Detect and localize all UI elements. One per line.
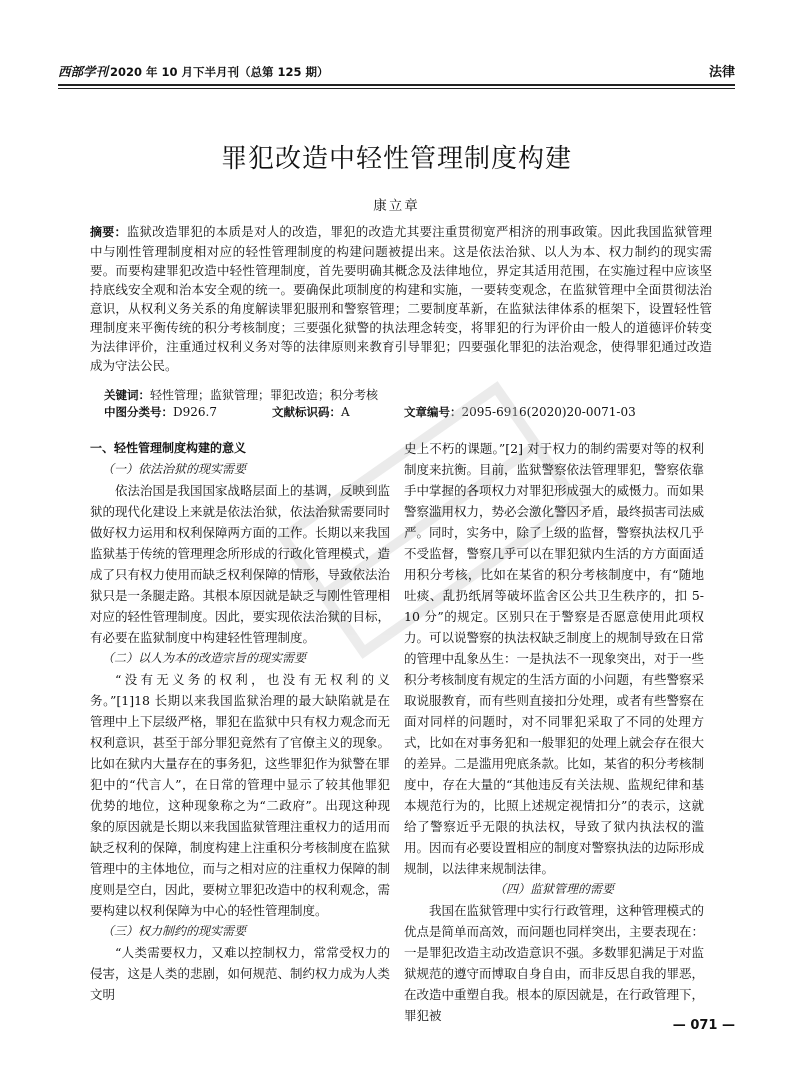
clc-number (104, 404, 217, 420)
right-column (404, 438, 704, 1026)
issue-info: 2020 年 10 月下半月刊（总第 125 期） (110, 65, 329, 79)
article-number (404, 404, 636, 420)
body-paragraph: “人类需要权力，又难以控制权力，常常受权力的侵害，这是人类的悲剧，如何规范、制约权力成为人类文明 (90, 945, 391, 1002)
body-paragraph: 史上不朽的课题。”[2] 对于权力的制约需要对等的权利制度来抗衡。目前，监狱警察依法管理罪犯，警察依靠手中掌握的各项权力对罪犯形成强大的威慑力。而如果警察滥用权力，势必会激化警囚矛盾，最终损害司法威严。同时，实务中，除了上级的监督，警察执法权几乎不受监督，警察几乎可以在罪犯狱内生活的方方面面适用积分考核，比如在某省的积分考核制度中，有“随地吐痰、乱扔纸屑等破坏监舍区公共卫生秩序的，扣 5-10 分”的规定。区别只在于警察是否愿意使用此项权力。可以说警察的执法权缺乏制度上的规制导致在日常的管理中乱象丛生：一是执法不一现象突出，对于一些积分考核制度有规定的生活方面的小问题，有些警察采取说服教育，而有些则直接扣分处理，或者有些警察在面对同样的问题时，对不同罪犯采取了不同的处理方式，比如在对事务犯和一般罪犯的处理上就会存在很大的差异。二是滥用兜底条款。比如，某省的积分考核制度中，存在大量的“其他违反有关法规、监规纪律和基本规范行为的，比照上述规定视情扣分”的表示，这就给了警察近乎无限的执法权，导致了狱内执法权的滥用。因而有必要设置相应的制度对警察执法的边际形成规制，以法律来规制法律。 (404, 441, 705, 876)
keywords (104, 386, 378, 403)
body-paragraph: “没有无义务的权利，也没有无权利的义务。”[1]18 长期以来我国监狱治理的最大缺陷就是在管理中上下层级严格，罪犯在监狱中只有权力观念而无权利意识，甚至于部分罪犯竟然有了官僚主义的现象。比如在狱内大量存在的事务犯，这些罪犯作为狱警在罪犯中的“代言人”，在日常的管理中显示了较其他罪犯优势的地位，这种现象称之为“二政府”。出现这种现象的原因就是长期以来我国监狱管理注重权力的适用而缺乏权利的保障，制度构建上注重积分考核制度在监狱管理中的主体地位，而与之相对应的注重权力保障的制度则是空白，因此，要树立罪犯改造中的权利观念，需要构建以权利保障为中心的轻性管理制度。 (90, 672, 391, 918)
subsection-heading: （二）以人为本的改造宗旨的现实需要 (102, 651, 307, 665)
clc-text: D926.7 (173, 405, 217, 419)
article-number-text: 2095-6916(2020)20-0071-03 (461, 405, 636, 419)
subsection-heading: （一）依法治狱的现实需要 (102, 462, 247, 476)
article-number-label: 文章编号： (404, 405, 462, 419)
doc-code-text: A (341, 405, 350, 419)
header-rule-thin (58, 88, 735, 89)
abstract-label: 摘要： (90, 225, 127, 239)
keywords-label: 关键词： (104, 388, 150, 402)
journal-logo: 西部学刊 (58, 64, 109, 79)
left-column (90, 438, 390, 1005)
section-label: 法律 (708, 65, 735, 80)
abstract-text: 监狱改造罪犯的本质是对人的改造，罪犯的改造尤其要注重贯彻宽严相济的刑事政策。因此我国监狱管理中与刚性管理制度相对应的轻性管理制度的构建问题被提出来。这是依法治狱、以人为本、权力制约的现实需要。而要构建罪犯改造中轻性管理制度，首先要明确其概念及法律地位，界定其适用范围，在实施过程中应该坚持底线安全观和治本安全观的统一。要确保此项制度的构建和实施，一要转变观念，在监狱管理中全面贯彻法治意识，从权利义务关系的角度解读罪犯服刑和警察管理；二要制度革新，在监狱法律体系的框架下，设置轻性管理制度来平衡传统的积分考核制度；三要强化狱警的执法理念转变，将罪犯的行为评价由一般人的道德评价转变为法律评价，注重通过权利义务对等的法律原则来教育引导罪犯；四要强化罪犯的法治观念，使得罪犯通过改造成为守法公民。 (90, 224, 712, 373)
doc-code-label: 文献标识码： (272, 405, 341, 419)
section-heading: 一、轻性管理制度构建的意义 (90, 441, 247, 455)
page-number: — 071 — (672, 1018, 735, 1033)
page-header (58, 62, 735, 84)
subsection-heading: （四）监狱管理的需要 (493, 882, 614, 896)
journal-issue (58, 62, 329, 80)
article-title: 罪犯改造中轻性管理制度构建 (220, 144, 572, 174)
subsection-heading: （三）权力制约的现实需要 (102, 924, 247, 938)
article-author: 康立章 (373, 198, 420, 214)
clc-label: 中图分类号： (104, 405, 173, 419)
body-paragraph: 依法治国是我国国家战略层面上的基调，反映到监狱的现代化建设上来就是依法治狱，依法治狱需要同时做好权力运用和权利保障两方面的工作。长期以来我国监狱基于传统的管理理念所形成的行政化管理模式，造成了只有权力使用而缺乏权利保障的情形，导致依法治狱只是一条腿走路。其根本原因就是缺乏与刚性管理相对应的轻性管理制度。因此，要实现依法治狱的目标，有必要在监狱制度中构建轻性管理制度。 (90, 483, 391, 645)
abstract (90, 222, 712, 375)
header-rule-thick (58, 84, 735, 86)
document-code (272, 404, 350, 420)
body-paragraph: 我国在监狱管理中实行行政管理，这种管理模式的优点是简单而高效，而问题也同样突出，主要表现在：一是罪犯改造主动改造意识不强。多数罪犯满足于对监狱规范的遵守而博取自身自由，而非反思自我的罪恶，在改造中重塑自我。根本的原因就是，在行政管理下，罪犯被 (404, 903, 705, 1023)
keywords-text: 轻性管理；监狱管理；罪犯改造；积分考核 (150, 388, 379, 402)
